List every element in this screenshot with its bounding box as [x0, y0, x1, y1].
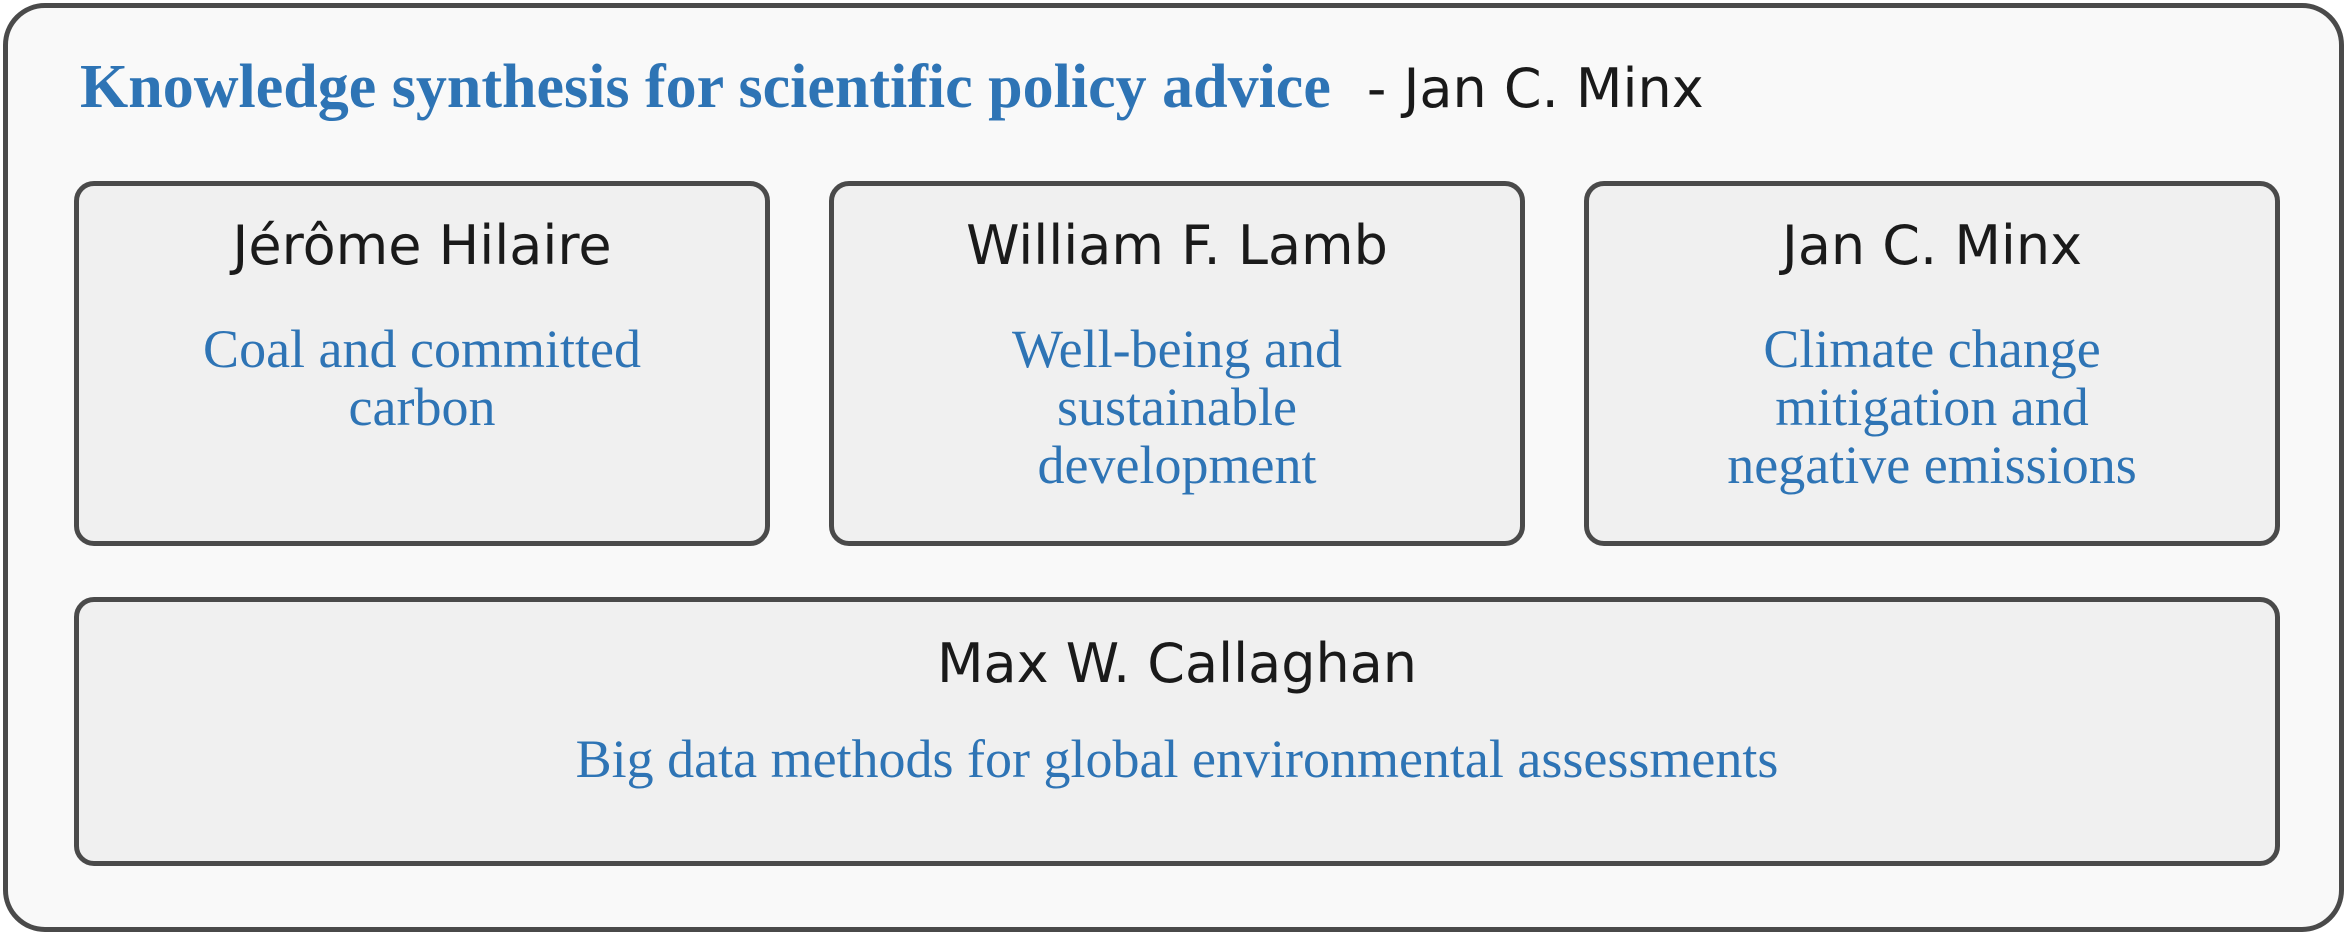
member-topic: Big data methods for global environmental assessments: [575, 729, 1779, 789]
member-topic: Well-being and sustainable development: [1011, 319, 1343, 495]
diagram-title: [80, 52, 1704, 132]
group-lead: - Jan C. Minx: [1366, 57, 1704, 120]
member-box-hilaire: [74, 181, 770, 546]
member-box-minx: [1584, 181, 2280, 546]
member-topic: Coal and committed carbon: [203, 319, 641, 437]
member-name: William F. Lamb: [966, 214, 1388, 277]
member-topic: Climate change mitigation and negative emissions: [1727, 319, 2137, 495]
group-title: Knowledge synthesis for scientific policy advice: [80, 53, 1331, 121]
member-name: Jérôme Hilaire: [232, 214, 612, 277]
member-box-lamb: [829, 181, 1525, 546]
member-box-callaghan: [74, 597, 2280, 866]
member-name: Jan C. Minx: [1781, 214, 2083, 277]
member-name: Max W. Callaghan: [936, 632, 1418, 695]
